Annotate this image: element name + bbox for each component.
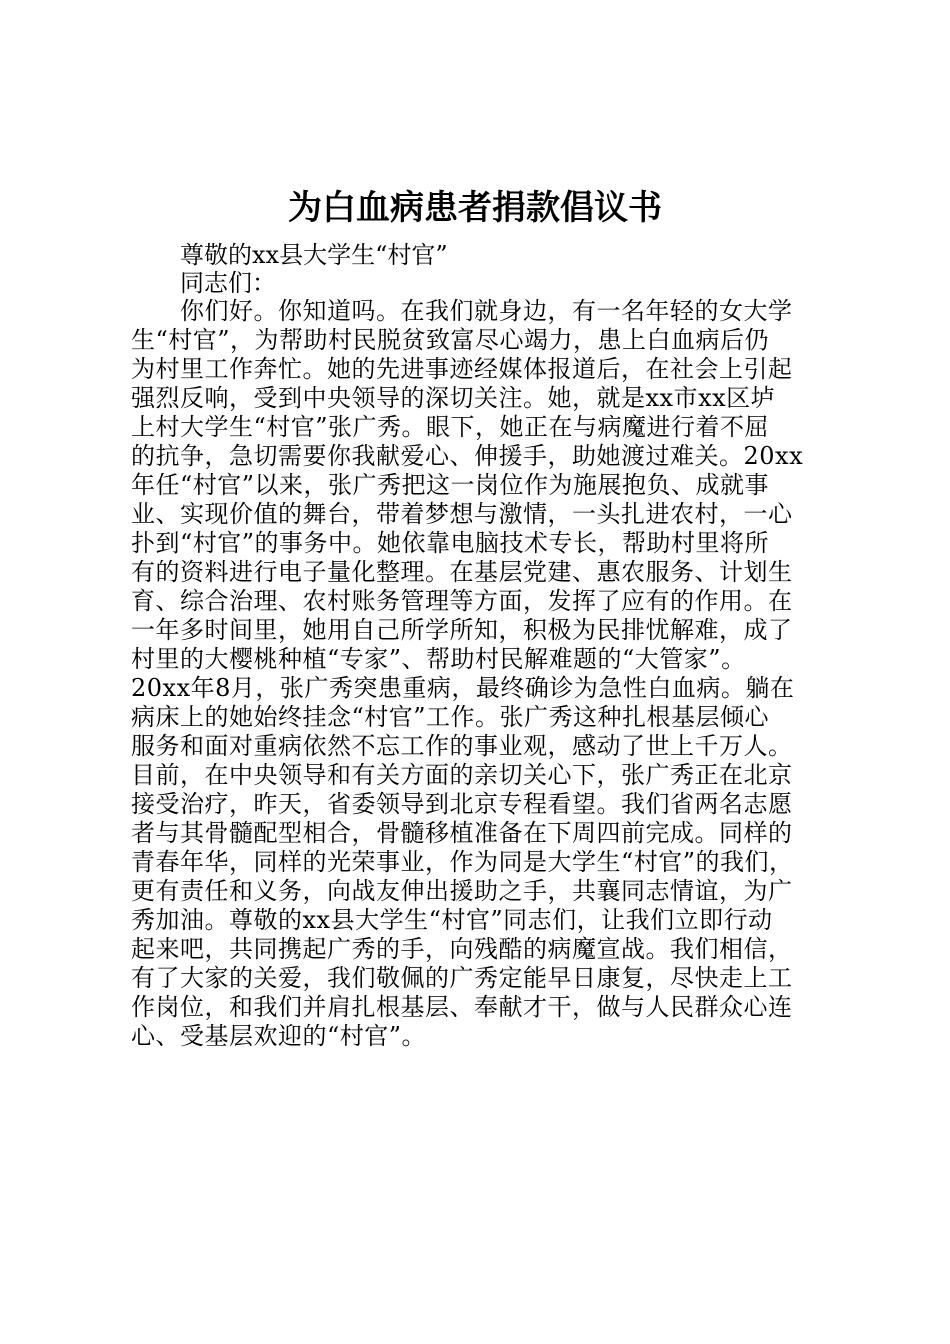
body-line: 作岗位，和我们并肩扎根基层、奉献才干，做与人民群众心连 [131,993,793,1021]
body-line: 一年多时间里，她用自己所学所知，积极为民排忧解难，成了 [131,616,793,644]
body-line: 为村里工作奔忙。她的先进事迹经媒体报道后，在社会上引起 [131,355,793,383]
body-line: 心、受基层欢迎的“村官”。 [131,1022,427,1050]
body-line: 有了大家的关爱，我们敬佩的广秀定能早日康复，尽快走上工 [131,964,793,992]
salutation: 尊敬的xx县大学生“村官” [180,241,448,269]
greeting: 同志们： [180,269,276,297]
body-line: 有的资料进行电子量化整理。在基层党建、惠农服务、计划生 [131,558,793,586]
body-line: 20xx年8月，张广秀突患重病，最终确诊为急性白血病。躺在 [131,674,795,702]
body-line: 服务和面对重病依然不忘工作的事业观，感动了世上千万人。 [131,732,793,760]
body-line: 起来吧，共同携起广秀的手，向残酷的病魔宣战。我们相信， [131,935,793,963]
body-line: 村里的大樱桃种植“专家”、帮助村民解难题的“大管家”。 [131,645,746,673]
body-line: 目前，在中央领导和有关方面的亲切关心下，张广秀正在北京 [131,761,793,789]
body-line: 扑到“村官”的事务中。她依靠电脑技术专长，帮助村里将所 [131,529,770,557]
body-line: 青春年华，同样的光荣事业，作为同是大学生“村官”的我们， [131,848,794,876]
body-line: 业、实现价值的舞台，带着梦想与激情，一头扎进农村，一心 [131,500,793,528]
body-line: 育、综合治理、农村账务管理等方面，发挥了应有的作用。在 [131,587,793,615]
body-line: 的抗争，急切需要你我献爱心、伸援手，助她渡过难关。20xx [131,442,804,470]
body-line: 生“村官”，为帮助村民脱贫致富尽心竭力，患上白血病后仍 [131,326,770,354]
body-line: 秀加油。尊敬的xx县大学生“村官”同志们，让我们立即行动 [131,906,773,934]
body-line: 上村大学生“村官”张广秀。眼下，她正在与病魔进行着不屈 [131,413,770,441]
body-line: 病床上的她始终挂念“村官”工作。张广秀这种扎根基层倾心 [131,703,770,731]
body-line: 年任“村官”以来，张广秀把这一岗位作为施展抱负、成就事 [131,471,770,499]
body-line: 者与其骨髓配型相合，骨髓移植准备在下周四前完成。同样的 [131,819,793,847]
body-line: 强烈反响，受到中央领导的深切关注。她，就是xx市xx区垆 [131,384,776,412]
body-line: 你们好。你知道吗。在我们就身边，有一名年轻的女大学 [180,297,793,325]
body-line: 接受治疗，昨天，省委领导到北京专程看望。我们省两名志愿 [131,790,793,818]
body-line: 更有责任和义务，向战友伸出援助之手，共襄同志情谊，为广 [131,877,793,905]
body-paragraph [131,297,847,1051]
document-title: 为白血病患者捐款倡议书 [288,188,662,228]
